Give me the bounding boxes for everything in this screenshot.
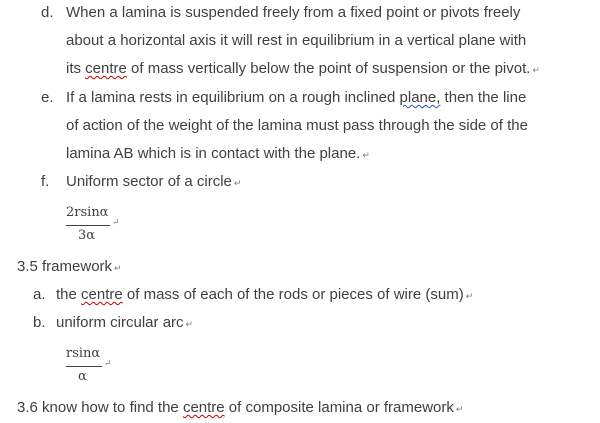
spellcheck-word: centre <box>81 286 123 303</box>
spellcheck-word: centre <box>85 60 127 77</box>
item-b-text: uniform circular arc ↵ <box>56 314 194 331</box>
fraction-bar <box>66 366 102 367</box>
section-3-5-heading: 3.5 framework ↵ <box>17 258 122 275</box>
item-e-line-2: of action of the weight of the lamina must pass through the side of the <box>66 117 528 134</box>
list-marker-d: d. <box>41 4 54 21</box>
paragraph-mark: ↵ <box>114 263 122 273</box>
paragraph-mark: ↵ <box>465 291 474 301</box>
item-e-line-1: If a lamina rests in equilibrium on a rough inclined plane, then the line <box>66 89 527 106</box>
formula-denominator: 3α <box>78 228 96 243</box>
fraction-bar <box>66 225 110 226</box>
item-d-line-2: about a horizontal axis it will rest in equilibrium in a vertical plane with <box>66 32 527 49</box>
formula-arc-centroid <box>66 346 126 386</box>
formula-numerator: 2rsinα <box>66 205 109 220</box>
spellcheck-word: centre <box>182 399 225 416</box>
item-d-line-3: its centre of mass vertically below the point of suspension or the pivot. ↵ <box>66 60 540 77</box>
section-3-6-heading: 3.6 know how to find the centre of composite lamina or framework ↵ <box>17 399 464 416</box>
grammar-check-word: plane, <box>399 89 441 106</box>
item-a-text: the centre of mass of each of the rods or pieces of wire (sum) ↵ <box>56 286 474 303</box>
paragraph-mark: ↵ <box>362 150 370 160</box>
item-f-text: Uniform sector of a circle ↵ <box>66 173 242 190</box>
paragraph-mark: ↵ <box>185 319 194 329</box>
paragraph-mark: ↵ <box>112 218 120 228</box>
paragraph-mark: ↵ <box>532 65 540 75</box>
list-marker-a: a. <box>33 286 46 303</box>
list-marker-e: e. <box>41 89 54 106</box>
formula-sector-centroid <box>66 205 126 245</box>
formula-denominator: α <box>78 369 87 384</box>
formula-numerator: rsinα <box>66 346 101 361</box>
paragraph-mark: ↵ <box>455 404 464 414</box>
item-e-line-3: lamina AB which is in contact with the plane. ↵ <box>66 145 370 162</box>
paragraph-mark: ↵ <box>104 359 112 369</box>
item-d-line-1: When a lamina is suspended freely from a fixed point or pivots freely <box>66 4 521 21</box>
list-marker-b: b. <box>33 314 46 331</box>
list-marker-f: f. <box>41 173 50 190</box>
paragraph-mark: ↵ <box>233 178 242 188</box>
